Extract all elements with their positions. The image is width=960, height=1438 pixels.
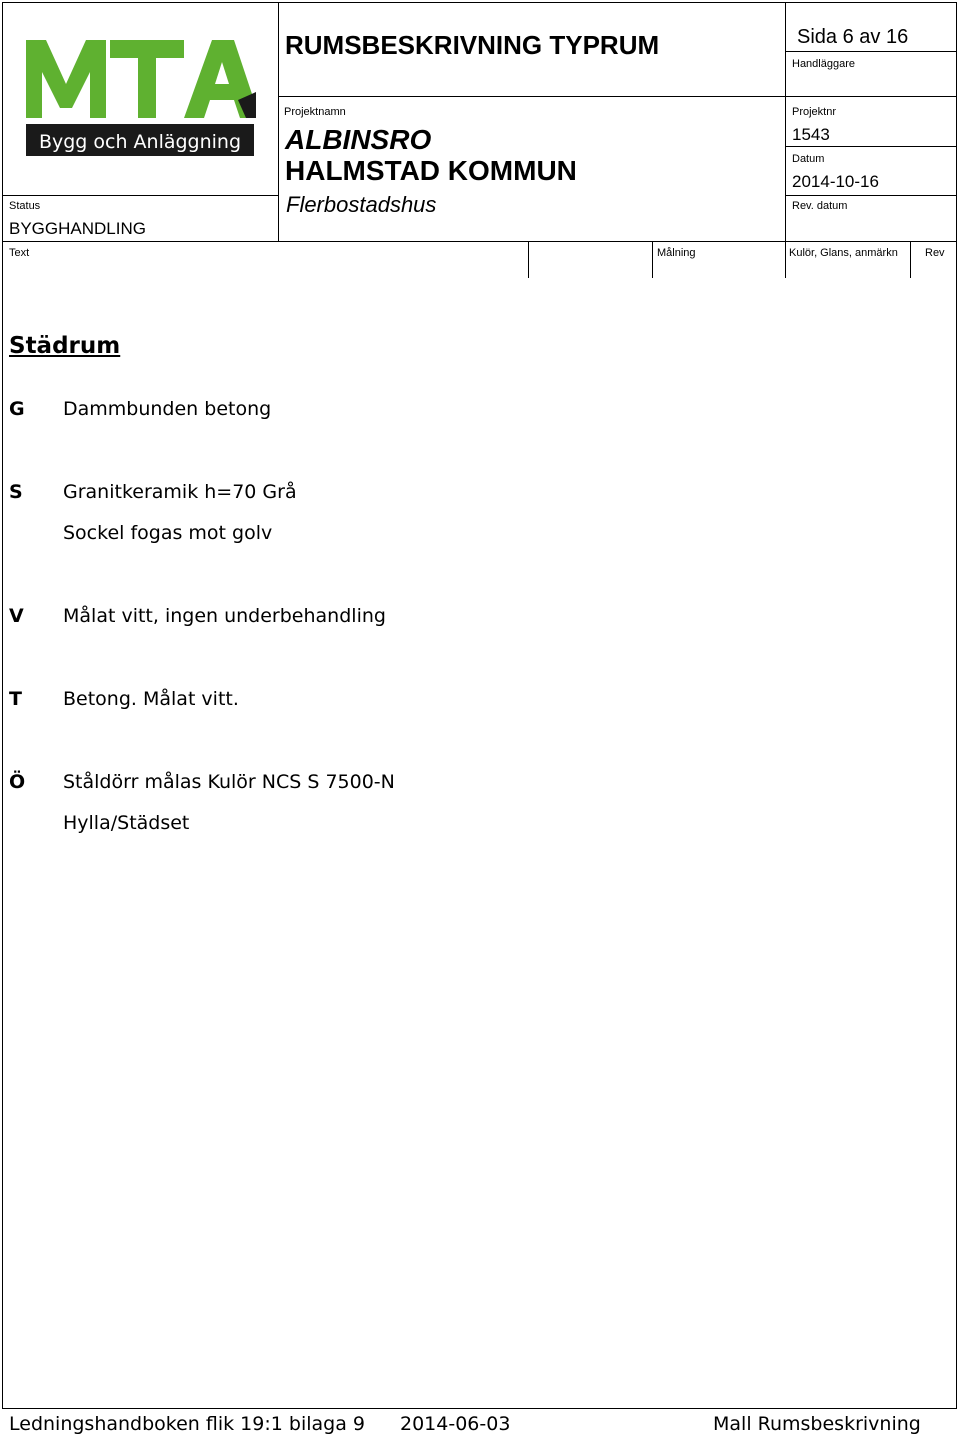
item-code: V bbox=[9, 605, 24, 627]
item-line: Hylla/Städset bbox=[63, 812, 190, 834]
status-label: Status bbox=[9, 200, 41, 212]
project-name-secondary: HALMSTAD KOMMUN bbox=[285, 155, 577, 186]
logo-letter-t bbox=[110, 40, 184, 118]
column-header-rev: Rev bbox=[925, 247, 945, 259]
datum-label: Datum bbox=[792, 153, 825, 165]
footer-center: 2014-06-03 bbox=[400, 1413, 511, 1435]
item-line: Granitkeramik h=70 Grå bbox=[63, 481, 297, 503]
document-title: RUMSBESKRIVNING TYPRUM bbox=[285, 30, 660, 60]
item-line: Ståldörr målas Kulör NCS S 7500-N bbox=[63, 771, 395, 793]
project-name-primary: ALBINSRO bbox=[285, 124, 432, 155]
handlaggare-label: Handläggare bbox=[792, 58, 855, 70]
item-code: S bbox=[9, 481, 23, 503]
header-divider bbox=[785, 146, 957, 147]
column-header-kulor: Kulör, Glans, anmärkn bbox=[789, 247, 898, 259]
room-title: Städrum bbox=[9, 333, 121, 359]
header-divider bbox=[785, 2, 786, 278]
page-number: Sida 6 av 16 bbox=[797, 26, 909, 48]
header-divider bbox=[2, 241, 957, 242]
column-divider bbox=[910, 241, 911, 278]
logo-tagline: Bygg och Anläggning bbox=[38, 131, 242, 153]
column-divider bbox=[528, 241, 529, 278]
mta-logo-graphic bbox=[24, 36, 258, 158]
header-divider bbox=[278, 96, 957, 97]
item-line: Sockel fogas mot golv bbox=[63, 522, 273, 544]
item-line: Dammbunden betong bbox=[63, 398, 272, 420]
projektnamn-label: Projektnamn bbox=[284, 106, 346, 118]
item-line: Målat vitt, ingen underbehandling bbox=[63, 605, 386, 627]
item-code: T bbox=[9, 688, 22, 710]
column-header-malning: Målning bbox=[657, 247, 696, 259]
item-code: G bbox=[9, 398, 25, 420]
header-divider bbox=[278, 2, 279, 242]
header-divider bbox=[2, 195, 278, 196]
item-code: Ö bbox=[9, 771, 26, 793]
column-header-text: Text bbox=[9, 247, 30, 259]
header-divider bbox=[785, 51, 957, 52]
project-subtitle: Flerbostadshus bbox=[286, 192, 437, 217]
company-logo bbox=[24, 36, 258, 158]
projektnr-value: 1543 bbox=[792, 125, 830, 144]
column-divider bbox=[652, 241, 653, 278]
footer-right: Mall Rumsbeskrivning bbox=[713, 1413, 921, 1435]
item-line: Betong. Målat vitt. bbox=[63, 688, 239, 710]
projektnr-label: Projektnr bbox=[792, 106, 837, 118]
header-divider bbox=[785, 195, 957, 196]
status-value: BYGGHANDLING bbox=[9, 219, 146, 238]
revdatum-label: Rev. datum bbox=[792, 200, 848, 212]
logo-letter-m bbox=[26, 40, 106, 118]
footer-left: Ledningshandboken flik 19:1 bilaga 9 bbox=[9, 1413, 365, 1435]
datum-value: 2014-10-16 bbox=[792, 172, 879, 191]
